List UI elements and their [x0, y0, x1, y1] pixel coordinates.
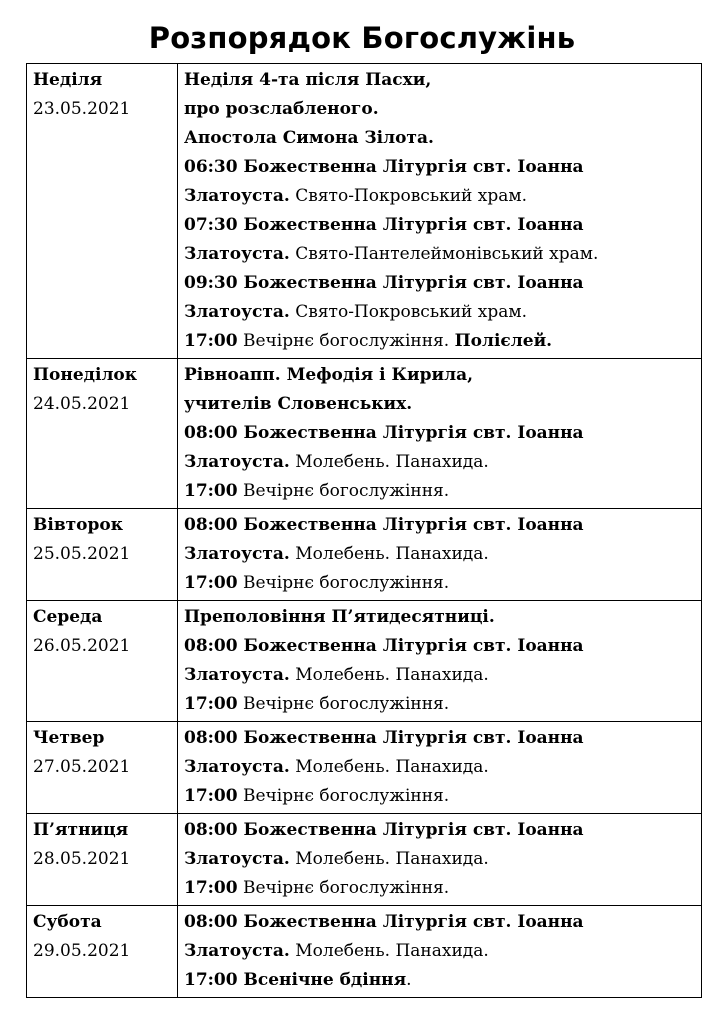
day-name: Вівторок: [33, 515, 124, 535]
service-line: [184, 845, 695, 874]
service-text-bold: 17:00: [184, 481, 238, 501]
service-text-bold: 08:00 Божественна Літургія свт. Іоанна: [184, 728, 584, 748]
service-text-bold: Златоуста.: [184, 665, 290, 685]
service-text: Вечірнє богослужіння.: [237, 573, 450, 593]
services-cell: [178, 64, 702, 359]
service-line: [184, 661, 695, 690]
services-cell: [178, 601, 702, 722]
service-text-bold: Златоуста.: [184, 302, 290, 322]
service-line: [184, 182, 695, 211]
service-line: [184, 816, 695, 845]
service-line: [184, 477, 695, 506]
service-text: .: [406, 970, 412, 990]
service-text-bold: 17:00: [184, 331, 238, 351]
service-line: [184, 269, 695, 298]
services-cell: [178, 722, 702, 814]
service-text-bold: Полієлей.: [454, 331, 553, 351]
service-text-bold: 08:00 Божественна Літургія свт. Іоанна: [184, 820, 584, 840]
day-cell: [27, 814, 178, 906]
service-text: Свято-Покровський храм.: [289, 186, 528, 206]
day-cell: [27, 64, 178, 359]
service-line: [184, 361, 695, 390]
day-name: Субота: [33, 912, 102, 932]
service-line: [184, 782, 695, 811]
services-cell: [178, 814, 702, 906]
service-line: [184, 540, 695, 569]
page-title: Розпорядок Богослужінь: [148, 21, 576, 55]
day-date: 24.05.2021: [33, 394, 131, 414]
service-text: Молебень. Панахида.: [289, 665, 489, 685]
day-date: 29.05.2021: [33, 941, 131, 961]
service-line: [184, 95, 695, 124]
service-line: [184, 240, 695, 269]
service-line: [184, 690, 695, 719]
day-name: П’ятниця: [33, 820, 129, 840]
service-text: Вечірнє богослужіння.: [237, 786, 450, 806]
service-text: Вечірнє богослужіння.: [237, 694, 450, 714]
service-text-bold: Неділя 4-та після Пасхи,: [184, 70, 432, 90]
service-text-bold: Златоуста.: [184, 941, 290, 961]
service-text: Молебень. Панахида.: [289, 757, 489, 777]
table-row: [27, 64, 702, 359]
day-date: 25.05.2021: [33, 544, 131, 564]
service-line: [184, 937, 695, 966]
service-line: [184, 724, 695, 753]
service-text-bold: Златоуста.: [184, 186, 290, 206]
table-row: [27, 906, 702, 998]
service-text-bold: учителів Словенських.: [184, 394, 413, 414]
service-text-bold: Златоуста.: [184, 544, 290, 564]
day-cell: [27, 359, 178, 509]
service-line: [184, 753, 695, 782]
service-text-bold: 17:00: [184, 573, 238, 593]
service-text-bold: 08:00 Божественна Літургія свт. Іоанна: [184, 912, 584, 932]
day-name: Понеділок: [33, 365, 138, 385]
service-text: Вечірнє богослужіння.: [237, 481, 450, 501]
table-row: [27, 722, 702, 814]
service-text: Молебень. Панахида.: [289, 452, 489, 472]
services-cell: [178, 359, 702, 509]
service-text: Молебень. Панахида.: [289, 849, 489, 869]
service-text-bold: Апостола Симона Зілота.: [184, 128, 434, 148]
service-text-bold: 17:00: [184, 786, 238, 806]
day-name: Середа: [33, 607, 103, 627]
service-text: Свято-Покровський храм.: [289, 302, 528, 322]
table-row: [27, 509, 702, 601]
service-text-bold: 08:00 Божественна Літургія свт. Іоанна: [184, 423, 584, 443]
day-date: 26.05.2021: [33, 636, 131, 656]
day-name: Четвер: [33, 728, 105, 748]
service-line: [184, 153, 695, 182]
day-cell: [27, 722, 178, 814]
service-text-bold: про розслабленого.: [184, 99, 379, 119]
service-text-bold: 07:30 Божественна Літургія свт. Іоанна: [184, 215, 584, 235]
service-text: Свято-Пантелеймонівський храм.: [289, 244, 599, 264]
day-cell: [27, 906, 178, 998]
service-text-bold: Златоуста.: [184, 757, 290, 777]
schedule-body: [27, 64, 702, 998]
service-line: [184, 124, 695, 153]
service-line: [184, 298, 695, 327]
day-date: 23.05.2021: [33, 99, 131, 119]
services-cell: [178, 509, 702, 601]
service-line: [184, 327, 695, 356]
service-text: Молебень. Панахида.: [289, 941, 489, 961]
service-text-bold: Рівноапп. Мефодія і Кирила,: [184, 365, 474, 385]
service-line: [184, 569, 695, 598]
service-text-bold: 17:00: [184, 878, 238, 898]
service-text-bold: Златоуста.: [184, 244, 290, 264]
service-line: [184, 448, 695, 477]
services-cell: [178, 906, 702, 998]
service-text-bold: 17:00 Всенічне бдіння: [184, 970, 407, 990]
table-row: [27, 601, 702, 722]
service-line: [184, 66, 695, 95]
day-name: Неділя: [33, 70, 103, 90]
service-text-bold: 06:30 Божественна Літургія свт. Іоанна: [184, 157, 584, 177]
service-text: Вечірнє богослужіння.: [237, 878, 450, 898]
service-line: [184, 419, 695, 448]
service-text-bold: Преполовіння П’ятидесятниці.: [184, 607, 495, 627]
day-date: 28.05.2021: [33, 849, 131, 869]
service-text: Молебень. Панахида.: [289, 544, 489, 564]
service-line: [184, 632, 695, 661]
day-date: 27.05.2021: [33, 757, 131, 777]
service-text-bold: Златоуста.: [184, 452, 290, 472]
service-line: [184, 908, 695, 937]
service-line: [184, 511, 695, 540]
service-line: [184, 966, 695, 995]
service-text: Вечірнє богослужіння.: [237, 331, 455, 351]
table-row: [27, 814, 702, 906]
service-line: [184, 211, 695, 240]
service-text-bold: 08:00 Божественна Літургія свт. Іоанна: [184, 515, 584, 535]
table-row: [27, 359, 702, 509]
service-text-bold: Златоуста.: [184, 849, 290, 869]
service-text-bold: 09:30 Божественна Літургія свт. Іоанна: [184, 273, 584, 293]
service-line: [184, 603, 695, 632]
service-text-bold: 17:00: [184, 694, 238, 714]
schedule-table: [26, 63, 702, 998]
day-cell: [27, 601, 178, 722]
service-text-bold: 08:00 Божественна Літургія свт. Іоанна: [184, 636, 584, 656]
service-line: [184, 390, 695, 419]
service-line: [184, 874, 695, 903]
day-cell: [27, 509, 178, 601]
